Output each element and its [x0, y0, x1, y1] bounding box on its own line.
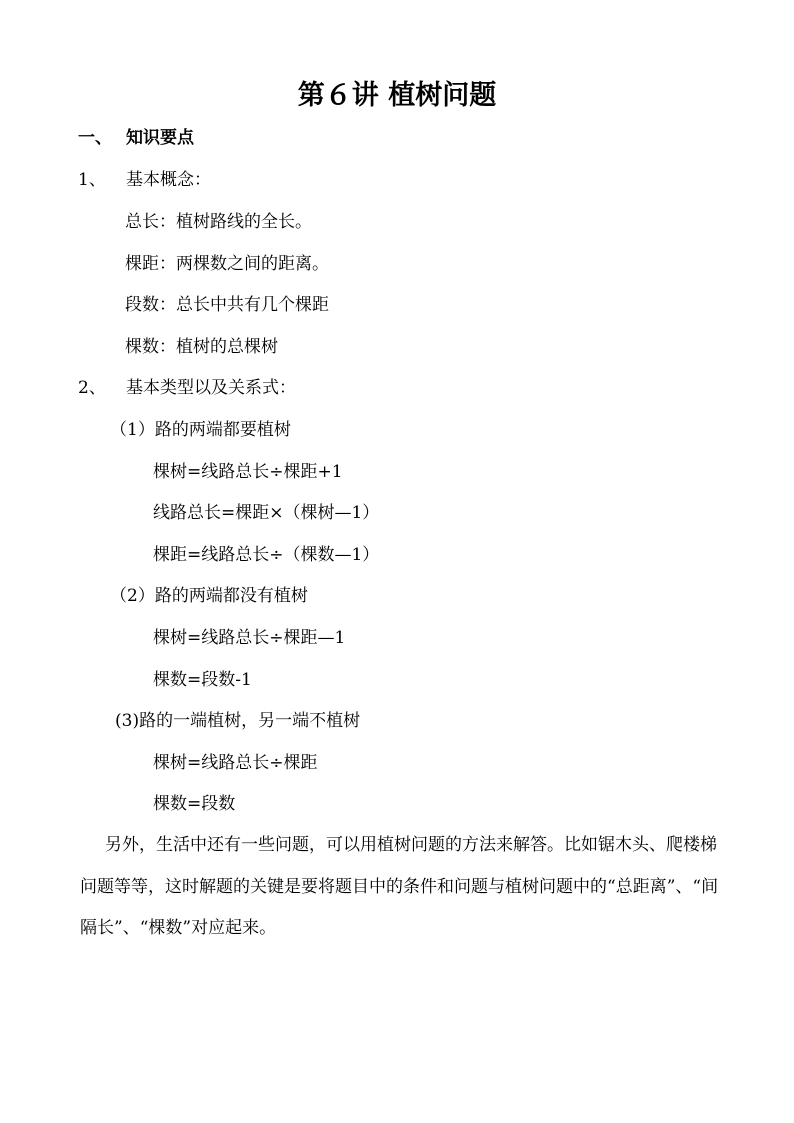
item-heading-1: [78, 169, 211, 191]
formula: 棵树=线路总长÷棵距: [153, 753, 318, 773]
type-heading-2: （2）路的两端都没有植树: [110, 586, 308, 606]
formula: 棵数=段数-1: [153, 670, 252, 690]
item-number: 2、: [78, 378, 106, 398]
definition-segments: 段数：总长中共有几个棵距: [125, 295, 329, 315]
formula: 棵数=段数: [153, 794, 236, 814]
section-label: 知识要点: [126, 128, 194, 148]
formula: 棵树=线路总长÷棵距+1: [153, 462, 343, 482]
type-heading-1: （1）路的两端都要植树: [110, 420, 291, 440]
item-label: 基本概念：: [126, 170, 211, 190]
formula: 棵距=线路总长÷（棵数—1）: [153, 545, 380, 565]
section-heading: [78, 127, 194, 149]
definition-total-length: 总长：植树路线的全长。: [125, 212, 312, 232]
definition-tree-count: 棵数：植树的总棵树: [125, 337, 278, 357]
formula: 线路总长=棵距×（棵树—1）: [153, 503, 380, 523]
item-heading-2: [78, 377, 296, 399]
item-number: 1、: [78, 170, 106, 190]
section-number: 一、: [78, 128, 112, 148]
type-heading-3: (3)路的一端植树，另一端不植树: [115, 711, 361, 731]
item-label: 基本类型以及关系式：: [126, 378, 296, 398]
closing-paragraph: 另外，生活中还有一些问题，可以用植树问题的方法来解答。比如锯木头、爬楼梯问题等等，这时解题的关键是要将题目中的条件和问题与植树问题中的“总距离”、“间隔长”、“棵数”对应起来。: [80, 835, 719, 938]
page-title: 第６讲 植树问题: [297, 80, 497, 111]
definition-spacing: 棵距：两棵数之间的距离。: [125, 254, 329, 274]
formula: 棵树=线路总长÷棵距—1: [153, 628, 346, 648]
